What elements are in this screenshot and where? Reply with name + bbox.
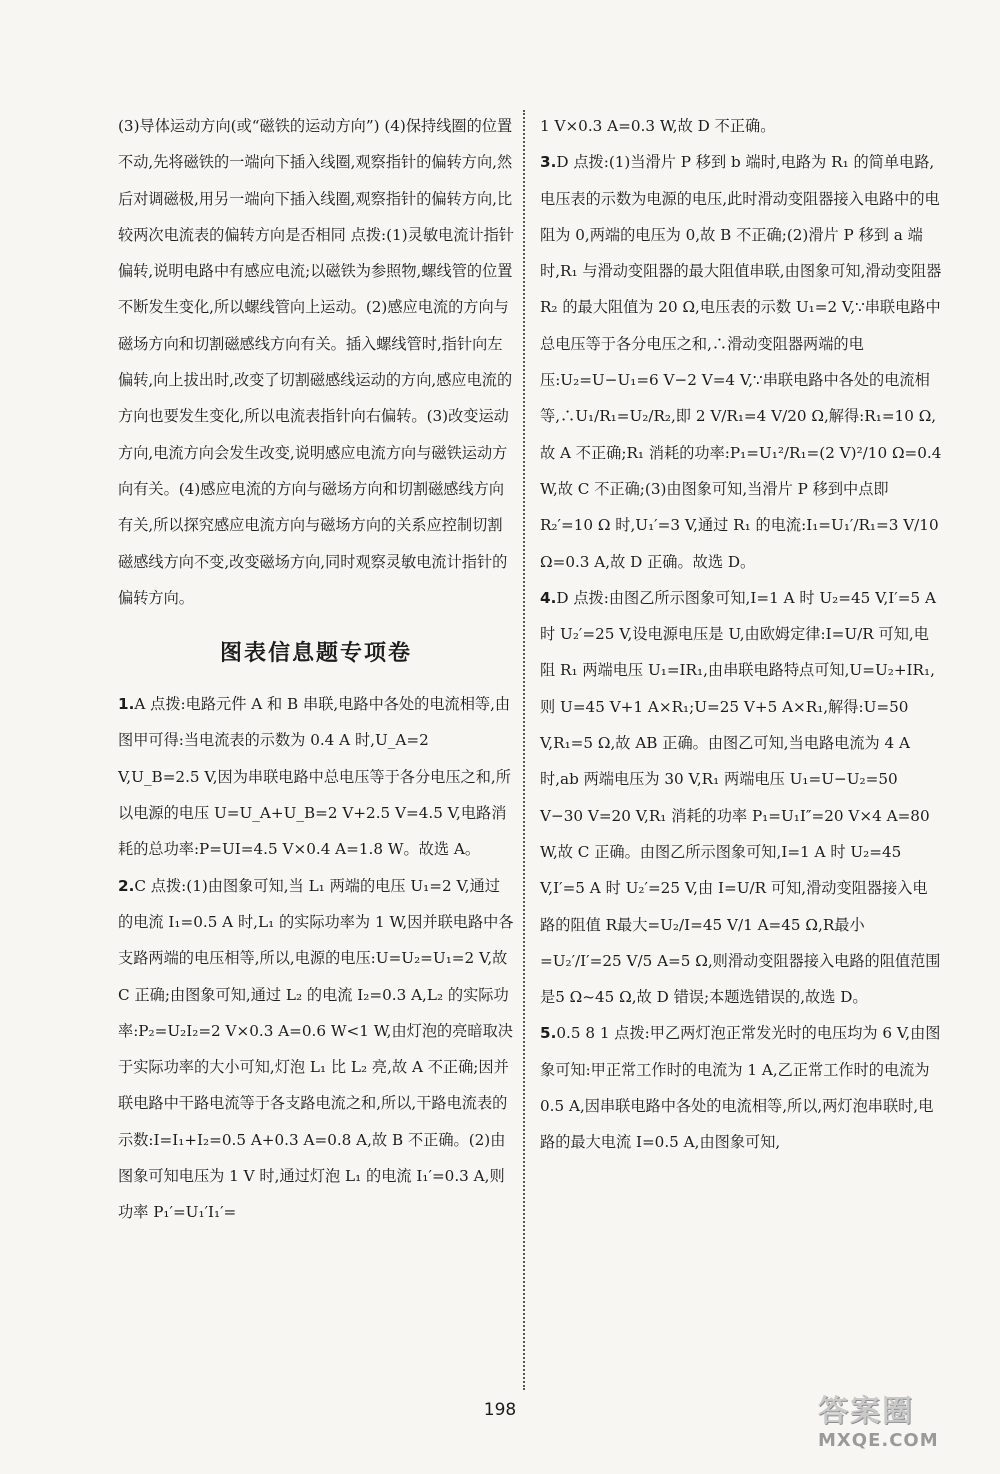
item-number: 5. [540, 1024, 557, 1043]
watermark-url: MXQE.COM [818, 1430, 939, 1451]
answer-item-4 [540, 580, 942, 1016]
column-divider [523, 110, 525, 1390]
answer-paragraph-continued: (3)导体运动方向(或“磁铁的运动方向”) (4)保持线圈的位置不动,先将磁铁的一端向下插入线圈,观察指针的偏转方向,然后对调磁极,用另一端向下插入线圈,观察指针的偏转方向,比较两次电流表的偏转方向是否相同 点拨:(1)灵敏电流计指针偏转,说明电路中有感应电流;以磁铁为参照物,螺线管的位置不断发生变化,所以螺线管向上运动。(2)感应电流的方向与磁场方向和切割磁感线方向有关。插入螺线管时,指针向左偏转,向上拔出时,改变了切割磁感线运动的方向,感应电流的方向也要发生变化,所以电流表指针向右偏转。(3)改变运动方向,电流方向会发生改变,说明感应电流方向与磁铁运动方向有关。(4)感应电流的方向与磁场方向和切割磁感线方向有关,所以探究感应电流方向与磁场方向的关系应控制切割磁感线方向不变,改变磁场方向,同时观察灵敏电流计指针的偏转方向。 [118, 117, 514, 607]
answer-item-2-continued: 1 V×0.3 A=0.3 W,故 D 不正确。 [540, 117, 776, 135]
item-text: 0.5 8 1 点拨:甲乙两灯泡正常发光时的电压均为 6 V,由图象可知:甲正常工作时的电流为 1 A,乙正常工作时的电流为 0.5 A,因串联电路中各处的电流相等,所以,两灯泡串联时,电路的最大电流 I=0.5 A,由图象可知, [540, 1024, 941, 1152]
item-number: 2. [118, 876, 135, 895]
item-number: 3. [540, 153, 557, 172]
page-number: 198 [483, 1400, 517, 1420]
item-number: 4. [540, 588, 557, 607]
item-number: 1. [118, 695, 135, 714]
section-title: 图表信息题专项卷 [219, 641, 412, 667]
left-column [118, 108, 514, 1231]
item-text: D 点拨:(1)当滑片 P 移到 b 端时,电路为 R₁ 的简单电路,电压表的示数为电源的电压,此时滑动变阻器接入电路中的电阻为 0,两端的电压为 0,故 B 不正确;(2)滑片 P 移到 a 端时,R₁ 与滑动变阻器的最大阻值串联,由图象可知,滑动变阻器 R₂ 的最大阻值为 20 Ω,电压表的示数 U₁=2 V,∵串联电路中总电压等于各分电压之和,∴滑动变阻器两端的电压:U₂=U−U₁=6 V−2 V=4 V,∵串联电路中各处的电流相等,∴U₁/R₁=U₂/R₂,即 2 V/R₁=4 V/20 Ω,解得:R₁=10 Ω,故 A 不正确;R₁ 消耗的功率:P₁=U₁²/R₁=(2 V)²/10 Ω=0.4 W,故 C 不正确;(3)由图象可知,当滑片 P 移到中点即 R₂′=10 Ω 时,U₁′=3 V,通过 R₁ 的电流:I₁=U₁′/R₁=3 V/10 Ω=0.3 A,故 D 正确。故选 D。 [540, 153, 942, 571]
answer-item-1 [118, 686, 514, 867]
watermark-logo [818, 1386, 978, 1466]
right-column [540, 108, 942, 1161]
answer-item-3 [540, 144, 942, 580]
item-text: C 点拨:(1)由图象可知,当 L₁ 两端的电压 U₁=2 V,通过的电流 I₁=0.5 A 时,L₁ 的实际功率为 1 W,因并联电路中各支路两端的电压相等,所以,电源的电压:U=U₂=U₁=2 V,故 C 正确;由图象可知,通过 L₂ 的电流 I₂=0.3 A,L₂ 的实际功率:P₂=U₂I₂=2 V×0.3 A=0.6 W<1 W,由灯泡的亮暗取决于实际功率的大小可知,灯泡 L₁ 比 L₂ 亮,故 A 不正确;因并联电路中干路电流等于各支路电流之和,所以,干路电流表的示数:I=I₁+I₂=0.5 A+0.3 A=0.8 A,故 B 不正确。(2)由图象可知电压为 1 V 时,通过灯泡 L₁ 的电流 I₁′=0.3 A,则功率 P₁′=U₁′I₁′= [118, 876, 514, 1222]
item-text: D 点拨:由图乙所示图象可知,I=1 A 时 U₂=45 V,I′=5 A 时 U₂′=25 V,设电源电压是 U,由欧姆定律:I=U/R 可知,电阻 R₁ 两端电压 U₁=IR₁,由串联电路特点可知,U=U₂+IR₁,则 U=45 V+1 A×R₁;U=25 V+5 A×R₁,解得:U=50 V,R₁=5 Ω,故 AB 正确。由图乙可知,当电路电流为 4 A 时,ab 两端电压为 30 V,R₁ 两端电压 U₁=U−U₂=50 V−30 V=20 V,R₁ 消耗的功率 P₁=U₁I″=20 V×4 A=80 W,故 C 正确。由图乙所示图象可知,I=1 A 时 U₂=45 V,I′=5 A 时 U₂′=25 V,由 I=U/R 可知,滑动变阻器接入电路的阻值 R最大=U₂/I=45 V/1 A=45 Ω,R最小=U₂′/I′=25 V/5 A=5 Ω,则滑动变阻器接入电路的阻值范围是5 Ω~45 Ω,故 D 错误;本题选错误的,故选 D。 [540, 588, 941, 1007]
answer-item-2 [118, 868, 514, 1231]
watermark-text: 答案圈 [818, 1394, 914, 1429]
item-text: A 点拨:电路元件 A 和 B 串联,电路中各处的电流相等,由图甲可得:当电流表的示数为 0.4 A 时,U_A=2 V,U_B=2.5 V,因为串联电路中总电压等于各分电压之和,所以电源的电压 U=U_A+U_B=2 V+2.5 V=4.5 V,电路消耗的总功率:P=UI=4.5 V×0.4 A=1.8 W。故选 A。 [118, 695, 511, 859]
answer-item-5 [540, 1015, 942, 1160]
